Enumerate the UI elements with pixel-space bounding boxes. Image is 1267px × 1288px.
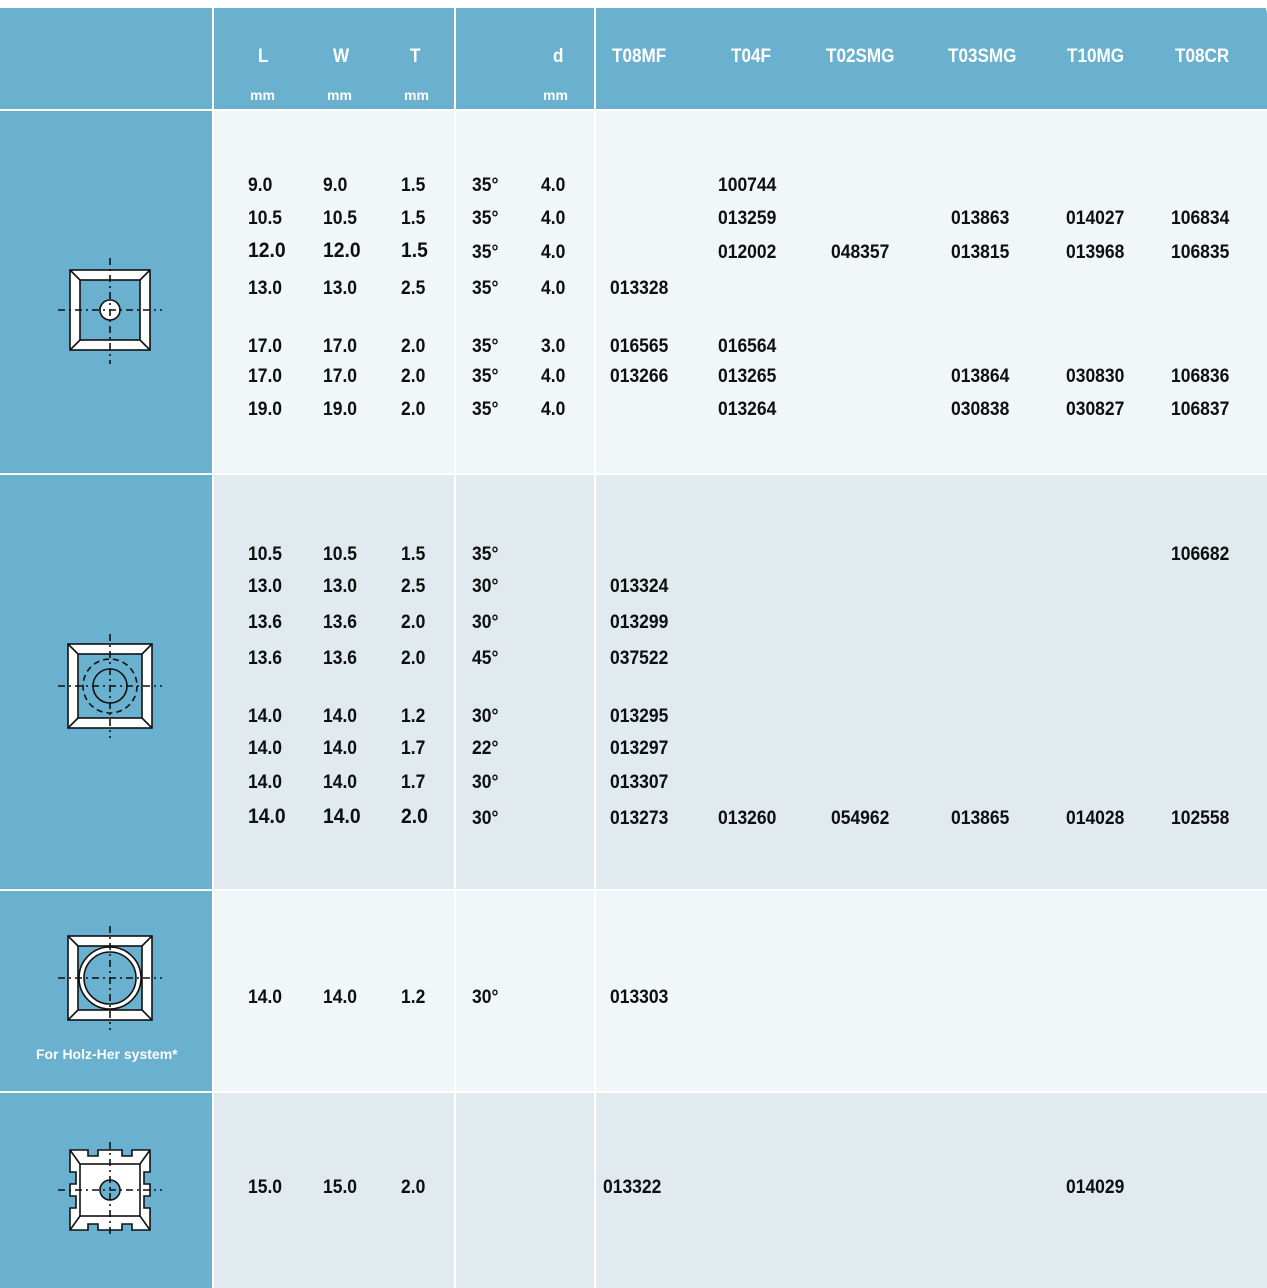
- divider: [0, 109, 1267, 111]
- unit-label-w: mm: [327, 87, 352, 103]
- cell-t10mg: 030827: [1066, 399, 1125, 420]
- cell-t08cr: 106836: [1171, 366, 1230, 387]
- cell-l: 14.0: [248, 772, 283, 793]
- cell-d: 4.0: [541, 208, 566, 229]
- unit-label-t: mm: [404, 87, 429, 103]
- cell-t03smg: 013815: [951, 242, 1010, 263]
- cell-t08cr: 106837: [1171, 399, 1230, 420]
- cell-l: 13.0: [248, 576, 283, 597]
- square-insert-large-circle-icon: [58, 926, 162, 1030]
- cell-t04f: 013265: [718, 366, 777, 387]
- cell-t: 2.0: [401, 366, 426, 387]
- cell-t02smg: 054962: [831, 808, 890, 829]
- cell-l: 19.0: [248, 399, 283, 420]
- cell-t04f: 013260: [718, 808, 777, 829]
- square-insert-dashed-circle-icon: [58, 634, 162, 738]
- cell-angle: 35°: [472, 399, 499, 420]
- cell-t04f: 100744: [718, 175, 777, 196]
- cell-w: 13.6: [323, 648, 358, 669]
- cell-t08mf: 013303: [610, 987, 669, 1008]
- cell-t03smg: 013865: [951, 808, 1010, 829]
- cell-w: 10.5: [323, 544, 358, 565]
- cell-t: 1.5: [401, 175, 426, 196]
- cell-t08mf: 013299: [610, 612, 669, 633]
- cell-t: 2.5: [401, 278, 426, 299]
- cell-t: 2.5: [401, 576, 426, 597]
- unit-label-d: mm: [543, 87, 568, 103]
- cell-t08mf: 016565: [610, 336, 669, 357]
- divider: [0, 889, 1267, 891]
- cell-t08mf: 013324: [610, 576, 669, 597]
- cell-t: 1.5: [401, 239, 428, 262]
- cell-t03smg: 030838: [951, 399, 1010, 420]
- cell-w: 15.0: [323, 1177, 358, 1198]
- column-divider: [454, 8, 456, 1288]
- divider: [0, 1091, 1267, 1093]
- column-header-t02smg: T02SMG: [826, 46, 895, 67]
- cell-w: 10.5: [323, 208, 358, 229]
- cell-l: 12.0: [248, 239, 286, 262]
- cell-l: 14.0: [248, 738, 283, 759]
- cell-t: 1.7: [401, 772, 426, 793]
- cell-l: 13.0: [248, 278, 283, 299]
- cell-w: 12.0: [323, 239, 361, 262]
- cell-d: 4.0: [541, 366, 566, 387]
- square-insert-hole-icon: [58, 248, 162, 372]
- cell-w: 14.0: [323, 738, 358, 759]
- cell-l: 13.6: [248, 612, 283, 633]
- cell-angle: 45°: [472, 648, 499, 669]
- cell-angle: 35°: [472, 208, 499, 229]
- cell-d: 3.0: [541, 336, 566, 357]
- cell-t08cr: 102558: [1171, 808, 1230, 829]
- cell-t: 2.0: [401, 805, 428, 828]
- cell-t: 2.0: [401, 336, 426, 357]
- cell-angle: 35°: [472, 366, 499, 387]
- cell-w: 14.0: [323, 706, 358, 727]
- cell-t08cr: 106835: [1171, 242, 1230, 263]
- cell-angle: 30°: [472, 706, 499, 727]
- column-header-t04f: T04F: [731, 46, 771, 67]
- cell-angle: 35°: [472, 175, 499, 196]
- cell-t10mg: 014029: [1066, 1177, 1125, 1198]
- cell-w: 14.0: [323, 987, 358, 1008]
- cell-t10mg: 014027: [1066, 208, 1125, 229]
- column-header-d: d: [553, 46, 564, 67]
- cell-t: 2.0: [401, 1177, 426, 1198]
- cell-t08mf: 013328: [610, 278, 669, 299]
- column-header-l: L: [258, 46, 269, 67]
- cell-t08cr: 106834: [1171, 208, 1230, 229]
- cell-l: 9.0: [248, 175, 273, 196]
- cell-t10mg: 013968: [1066, 242, 1125, 263]
- column-header-w: W: [333, 46, 350, 67]
- cell-t08mf: 013322: [603, 1177, 662, 1198]
- cell-t: 1.2: [401, 987, 426, 1008]
- column-header-t08mf: T08MF: [612, 46, 667, 67]
- cell-t08mf: 013295: [610, 706, 669, 727]
- cell-t10mg: 014028: [1066, 808, 1125, 829]
- cell-w: 17.0: [323, 366, 358, 387]
- cell-angle: 30°: [472, 808, 499, 829]
- column-header-t10mg: T10MG: [1067, 46, 1125, 67]
- cell-t04f: 013259: [718, 208, 777, 229]
- cell-angle: 30°: [472, 772, 499, 793]
- cell-d: 4.0: [541, 242, 566, 263]
- cell-w: 17.0: [323, 336, 358, 357]
- cell-angle: 35°: [472, 278, 499, 299]
- cell-l: 13.6: [248, 648, 283, 669]
- cell-t: 1.5: [401, 544, 426, 565]
- cell-angle: 35°: [472, 544, 499, 565]
- cell-t: 1.5: [401, 208, 426, 229]
- cell-t: 2.0: [401, 612, 426, 633]
- cell-t: 2.0: [401, 399, 426, 420]
- cell-d: 4.0: [541, 399, 566, 420]
- cell-l: 14.0: [248, 706, 283, 727]
- cell-l: 17.0: [248, 366, 283, 387]
- cell-l: 10.5: [248, 544, 283, 565]
- divider: [0, 473, 1267, 475]
- cell-angle: 30°: [472, 987, 499, 1008]
- cell-l: 14.0: [248, 987, 283, 1008]
- cell-t: 1.7: [401, 738, 426, 759]
- column-header-t08cr: T08CR: [1175, 46, 1230, 67]
- cell-l: 15.0: [248, 1177, 283, 1198]
- column-header-t: T: [410, 46, 421, 67]
- cell-angle: 35°: [472, 242, 499, 263]
- cell-t04f: 013264: [718, 399, 777, 420]
- cell-w: 13.0: [323, 278, 358, 299]
- cell-angle: 30°: [472, 576, 499, 597]
- holz-her-note: For Holz-Her system*: [36, 1046, 178, 1062]
- cell-angle: 22°: [472, 738, 499, 759]
- notched-square-insert-icon: [58, 1138, 162, 1242]
- cell-d: 4.0: [541, 175, 566, 196]
- cell-t: 1.2: [401, 706, 426, 727]
- cell-l: 17.0: [248, 336, 283, 357]
- cell-w: 9.0: [323, 175, 348, 196]
- cell-t08mf: 037522: [610, 648, 669, 669]
- cell-l: 10.5: [248, 208, 283, 229]
- column-divider: [594, 8, 596, 1288]
- cell-d: 4.0: [541, 278, 566, 299]
- cell-t10mg: 030830: [1066, 366, 1125, 387]
- cell-w: 19.0: [323, 399, 358, 420]
- cell-w: 14.0: [323, 805, 361, 828]
- unit-label-l: mm: [250, 87, 275, 103]
- cell-l: 14.0: [248, 805, 286, 828]
- cell-t08cr: 106682: [1171, 544, 1230, 565]
- column-header-t03smg: T03SMG: [948, 46, 1017, 67]
- cell-t02smg: 048357: [831, 242, 890, 263]
- cell-angle: 30°: [472, 612, 499, 633]
- cell-t08mf: 013273: [610, 808, 669, 829]
- cell-t04f: 016564: [718, 336, 777, 357]
- column-divider: [212, 8, 214, 1288]
- cell-t08mf: 013307: [610, 772, 669, 793]
- cell-w: 14.0: [323, 772, 358, 793]
- cell-t08mf: 013266: [610, 366, 669, 387]
- cell-w: 13.0: [323, 576, 358, 597]
- cell-t03smg: 013864: [951, 366, 1010, 387]
- cell-t03smg: 013863: [951, 208, 1010, 229]
- cell-t04f: 012002: [718, 242, 777, 263]
- cell-t: 2.0: [401, 648, 426, 669]
- cell-t08mf: 013297: [610, 738, 669, 759]
- cell-angle: 35°: [472, 336, 499, 357]
- cell-w: 13.6: [323, 612, 358, 633]
